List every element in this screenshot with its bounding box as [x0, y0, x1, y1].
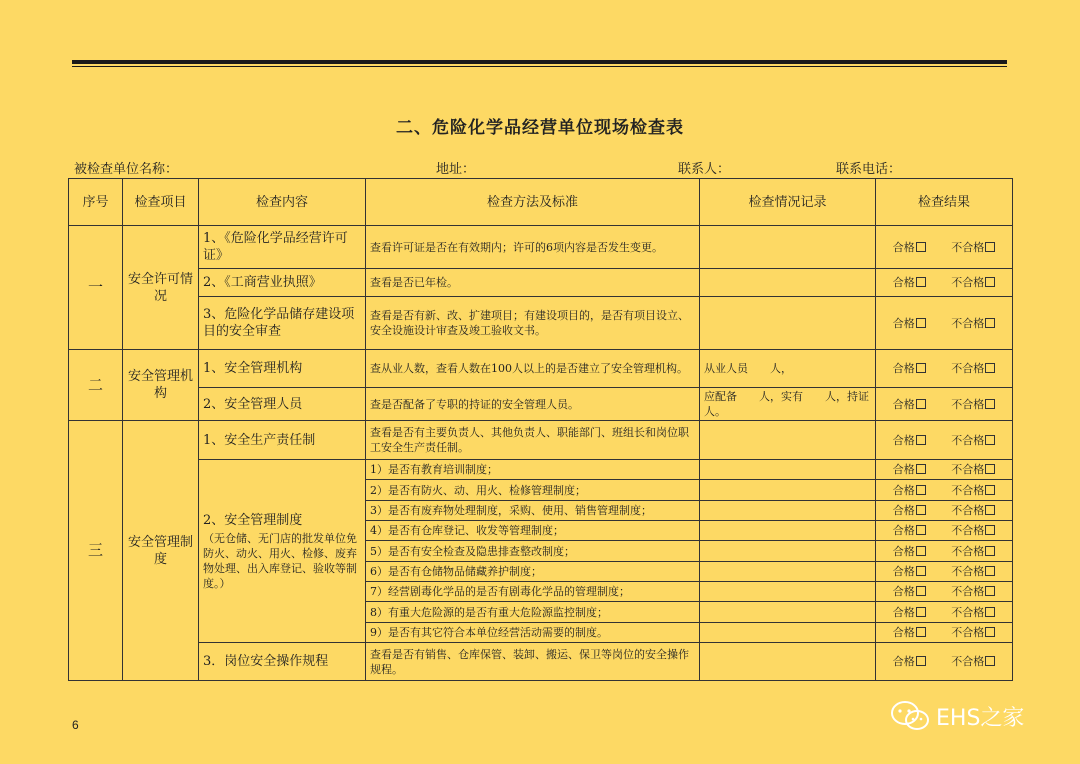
result-label-pass: 合格 [892, 565, 915, 578]
check-result [876, 226, 1013, 269]
check-content: 1、安全生产责任制 [199, 421, 366, 460]
result-option-fail[interactable] [951, 483, 995, 498]
result-option-pass[interactable] [893, 483, 926, 498]
checkbox[interactable] [985, 546, 995, 556]
check-content [199, 460, 366, 643]
result-label-pass: 合格 [892, 433, 915, 447]
result-label-pass: 合格 [892, 240, 915, 254]
section-seq: 一 [69, 226, 123, 350]
check-record[interactable] [700, 602, 876, 623]
result-option-pass[interactable] [893, 275, 926, 290]
checkbox[interactable] [916, 546, 926, 556]
inspection-table [68, 178, 1013, 681]
section-seq: 二 [69, 350, 123, 421]
check-method-subitem: 3）是否有废弃物处理制度，采购、使用、销售管理制度； [366, 501, 700, 521]
table-row [69, 226, 1013, 269]
result-label-pass: 合格 [892, 397, 915, 411]
table-row [69, 388, 1013, 421]
check-content-main: 2、安全管理制度 [203, 512, 303, 528]
checkbox[interactable] [985, 363, 995, 373]
result-label-fail: 不合格 [951, 397, 985, 411]
checkbox[interactable] [985, 607, 995, 617]
page-title: 二、危险化学品经营单位现场检查表 [396, 118, 684, 138]
table-row [69, 421, 1013, 460]
unit-name-label: 被检查单位名称： [74, 162, 179, 177]
checkbox[interactable] [985, 242, 995, 252]
checkbox[interactable] [916, 485, 926, 495]
result-label-fail: 不合格 [951, 463, 985, 476]
check-content: 1、安全管理机构 [199, 350, 366, 388]
result-option-fail[interactable] [951, 523, 995, 538]
result-label-fail: 不合格 [951, 240, 985, 254]
result-option-fail[interactable] [951, 605, 995, 620]
result-option-pass[interactable] [893, 544, 926, 559]
check-result [876, 643, 1013, 681]
result-label-pass: 合格 [892, 483, 915, 497]
checkbox[interactable] [916, 363, 926, 373]
checkbox[interactable] [916, 586, 926, 596]
check-method-subitem: 1）是否有教育培训制度； [366, 460, 700, 480]
header-result: 检查结果 [876, 179, 1013, 226]
result-label-fail: 不合格 [951, 565, 985, 578]
section-item: 安全管理制度 [123, 421, 199, 681]
check-result [876, 602, 1013, 623]
result-option-pass[interactable] [893, 240, 926, 255]
check-result [876, 521, 1013, 541]
check-content: 3、危险化学品储存建设项目的安全审查 [199, 297, 366, 350]
section-item: 安全许可情况 [123, 226, 199, 350]
result-option-pass[interactable] [893, 605, 926, 620]
result-label-fail: 不合格 [951, 433, 985, 447]
table-row [69, 643, 1013, 681]
check-record[interactable] [700, 269, 876, 297]
result-label-pass: 合格 [892, 544, 915, 558]
table-row [69, 269, 1013, 297]
check-record[interactable] [700, 226, 876, 269]
checkbox[interactable] [916, 242, 926, 252]
result-option-fail[interactable] [951, 462, 995, 477]
result-label-fail: 不合格 [951, 585, 985, 598]
result-option-pass[interactable] [893, 433, 926, 448]
checkbox[interactable] [985, 505, 995, 515]
table-row [69, 350, 1013, 388]
check-result [876, 269, 1013, 297]
header-record: 检查情况记录 [700, 179, 876, 226]
result-label-fail: 不合格 [951, 655, 985, 668]
check-method-subitem: 8）有重大危险源的是否有重大危险源监控制度； [366, 602, 700, 623]
result-label-fail: 不合格 [951, 504, 985, 517]
checkbox[interactable] [985, 464, 995, 474]
checkbox[interactable] [916, 566, 926, 576]
result-option-fail[interactable] [951, 564, 995, 579]
result-label-pass: 合格 [892, 524, 915, 537]
contact-label: 联系人： [678, 162, 731, 177]
result-option-fail[interactable] [951, 433, 995, 448]
check-content: 2、《工商营业执照》 [199, 269, 366, 297]
result-option-fail[interactable] [951, 503, 995, 518]
check-method: 查从业人数，查看人数在100人以上的是否建立了安全管理机构。 [366, 350, 700, 388]
checkbox[interactable] [916, 435, 926, 445]
result-option-pass[interactable] [893, 361, 926, 376]
check-record[interactable] [700, 562, 876, 582]
check-record[interactable]: 应配备 人，实有 人，持证 人。 [700, 388, 876, 421]
result-option-fail[interactable] [951, 397, 995, 412]
table-row [69, 297, 1013, 350]
result-option-pass[interactable] [893, 654, 926, 669]
checkbox[interactable] [916, 505, 926, 515]
checkbox[interactable] [985, 277, 995, 287]
check-method: 查是否配备了专职的持证的安全管理人员。 [366, 388, 700, 421]
result-label-pass: 合格 [892, 655, 915, 668]
check-record[interactable] [700, 460, 876, 480]
section-seq: 三 [69, 421, 123, 681]
check-result [876, 460, 1013, 480]
checkbox[interactable] [916, 656, 926, 666]
result-label-fail: 不合格 [951, 626, 985, 639]
checkbox[interactable] [985, 586, 995, 596]
checkbox[interactable] [985, 627, 995, 637]
checkbox[interactable] [916, 627, 926, 637]
result-option-fail[interactable] [951, 625, 995, 640]
checkbox[interactable] [985, 485, 995, 495]
check-result [876, 421, 1013, 460]
top-rule-thin [72, 66, 1007, 67]
result-option-fail[interactable] [951, 544, 995, 559]
result-option-fail[interactable] [951, 654, 995, 669]
check-method-subitem: 9）是否有其它符合本单位经营活动需要的制度。 [366, 623, 700, 643]
checkbox[interactable] [916, 399, 926, 409]
check-record[interactable] [700, 297, 876, 350]
checkbox[interactable] [985, 566, 995, 576]
result-option-fail[interactable] [951, 275, 995, 290]
result-option-fail[interactable] [951, 316, 995, 331]
watermark [890, 700, 1024, 732]
check-result [876, 623, 1013, 643]
result-label-fail: 不合格 [951, 544, 985, 558]
check-method: 查看是否有新、改、扩建项目；有建设项目的，是否有项目设立、安全设施设计审查及竣工验收文书。 [366, 297, 700, 350]
check-content: 1、《危险化学品经营许可证》 [199, 226, 366, 269]
check-method-subitem: 2）是否有防火、动、用火、检修管理制度； [366, 480, 700, 501]
result-option-pass[interactable] [893, 503, 926, 518]
check-record[interactable] [700, 480, 876, 501]
result-option-fail[interactable] [951, 361, 995, 376]
check-result [876, 562, 1013, 582]
table-row [69, 460, 1013, 480]
check-record[interactable]: 从业人员 人， [700, 350, 876, 388]
result-option-pass[interactable] [893, 523, 926, 538]
check-method: 查看是否已年检。 [366, 269, 700, 297]
header-seq: 序号 [69, 179, 123, 226]
address-label: 地址： [436, 162, 476, 177]
check-result [876, 388, 1013, 421]
checkbox[interactable] [985, 525, 995, 535]
check-method: 查看是否有销售、仓库保管、装卸、搬运、保卫等岗位的安全操作规程。 [366, 643, 700, 681]
result-option-pass[interactable] [893, 397, 926, 412]
result-label-pass: 合格 [892, 276, 915, 289]
check-result [876, 501, 1013, 521]
check-method-subitem: 5）是否有安全检查及隐患排查整改制度； [366, 541, 700, 562]
check-method: 查看是否有主要负责人、其他负责人、职能部门、班组长和岗位职工安全生产责任制。 [366, 421, 700, 460]
checkbox[interactable] [985, 318, 995, 328]
check-method-subitem: 6）是否有仓储物品储藏养护制度； [366, 562, 700, 582]
phone-label: 联系电话： [836, 162, 902, 177]
result-option-fail[interactable] [951, 584, 995, 599]
result-label-fail: 不合格 [951, 524, 985, 537]
checkbox[interactable] [916, 607, 926, 617]
page-number: 6 [72, 718, 79, 732]
check-content: 2、安全管理人员 [199, 388, 366, 421]
result-option-fail[interactable] [951, 240, 995, 255]
checkbox[interactable] [916, 464, 926, 474]
watermark-text: EHS之家 [936, 705, 1025, 731]
result-option-pass[interactable] [893, 564, 926, 579]
check-record[interactable] [700, 643, 876, 681]
section-item: 安全管理机构 [123, 350, 199, 421]
result-label-pass: 合格 [892, 316, 915, 330]
result-label-fail: 不合格 [951, 605, 985, 619]
check-record[interactable] [700, 421, 876, 460]
header-content: 检查内容 [199, 179, 366, 226]
check-record[interactable] [700, 521, 876, 541]
header-item: 检查项目 [123, 179, 199, 226]
result-option-pass[interactable] [893, 462, 926, 477]
result-option-pass[interactable] [893, 316, 926, 331]
check-result [876, 297, 1013, 350]
check-record[interactable] [700, 501, 876, 521]
result-label-pass: 合格 [892, 605, 915, 619]
check-result [876, 582, 1013, 602]
result-label-fail: 不合格 [951, 362, 985, 375]
check-content: 3．岗位安全操作规程 [199, 643, 366, 681]
check-record[interactable] [700, 541, 876, 562]
check-method: 查看许可证是否在有效期内；许可的6项内容是否发生变更。 [366, 226, 700, 269]
checkbox[interactable] [916, 525, 926, 535]
result-label-fail: 不合格 [951, 276, 985, 289]
top-rule [72, 60, 1007, 64]
checkbox[interactable] [916, 277, 926, 287]
result-label-pass: 合格 [892, 463, 915, 476]
check-result [876, 541, 1013, 562]
check-content-note: （无仓储、无门店的批发单位免防火、动火、用火、检修、废弃物处理、出入库登记、验收等制度。） [203, 531, 357, 590]
checkbox[interactable] [985, 656, 995, 666]
wechat-icon [890, 700, 930, 732]
header-method: 检查方法及标准 [366, 179, 700, 226]
checkbox[interactable] [916, 318, 926, 328]
result-label-pass: 合格 [892, 362, 915, 375]
check-record[interactable] [700, 623, 876, 643]
table-header-row [69, 179, 1013, 226]
checkbox[interactable] [985, 399, 995, 409]
result-option-pass[interactable] [893, 625, 926, 640]
check-method-subitem: 4）是否有仓库登记、收发等管理制度； [366, 521, 700, 541]
check-method-subitem: 7）经营剧毒化学品的是否有剧毒化学品的管理制度； [366, 582, 700, 602]
result-label-pass: 合格 [892, 626, 915, 639]
result-option-pass[interactable] [893, 584, 926, 599]
result-label-fail: 不合格 [951, 483, 985, 497]
checkbox[interactable] [985, 435, 995, 445]
result-label-pass: 合格 [892, 504, 915, 517]
result-label-fail: 不合格 [951, 316, 985, 330]
result-label-pass: 合格 [892, 585, 915, 598]
check-result [876, 480, 1013, 501]
check-record[interactable] [700, 582, 876, 602]
check-result [876, 350, 1013, 388]
